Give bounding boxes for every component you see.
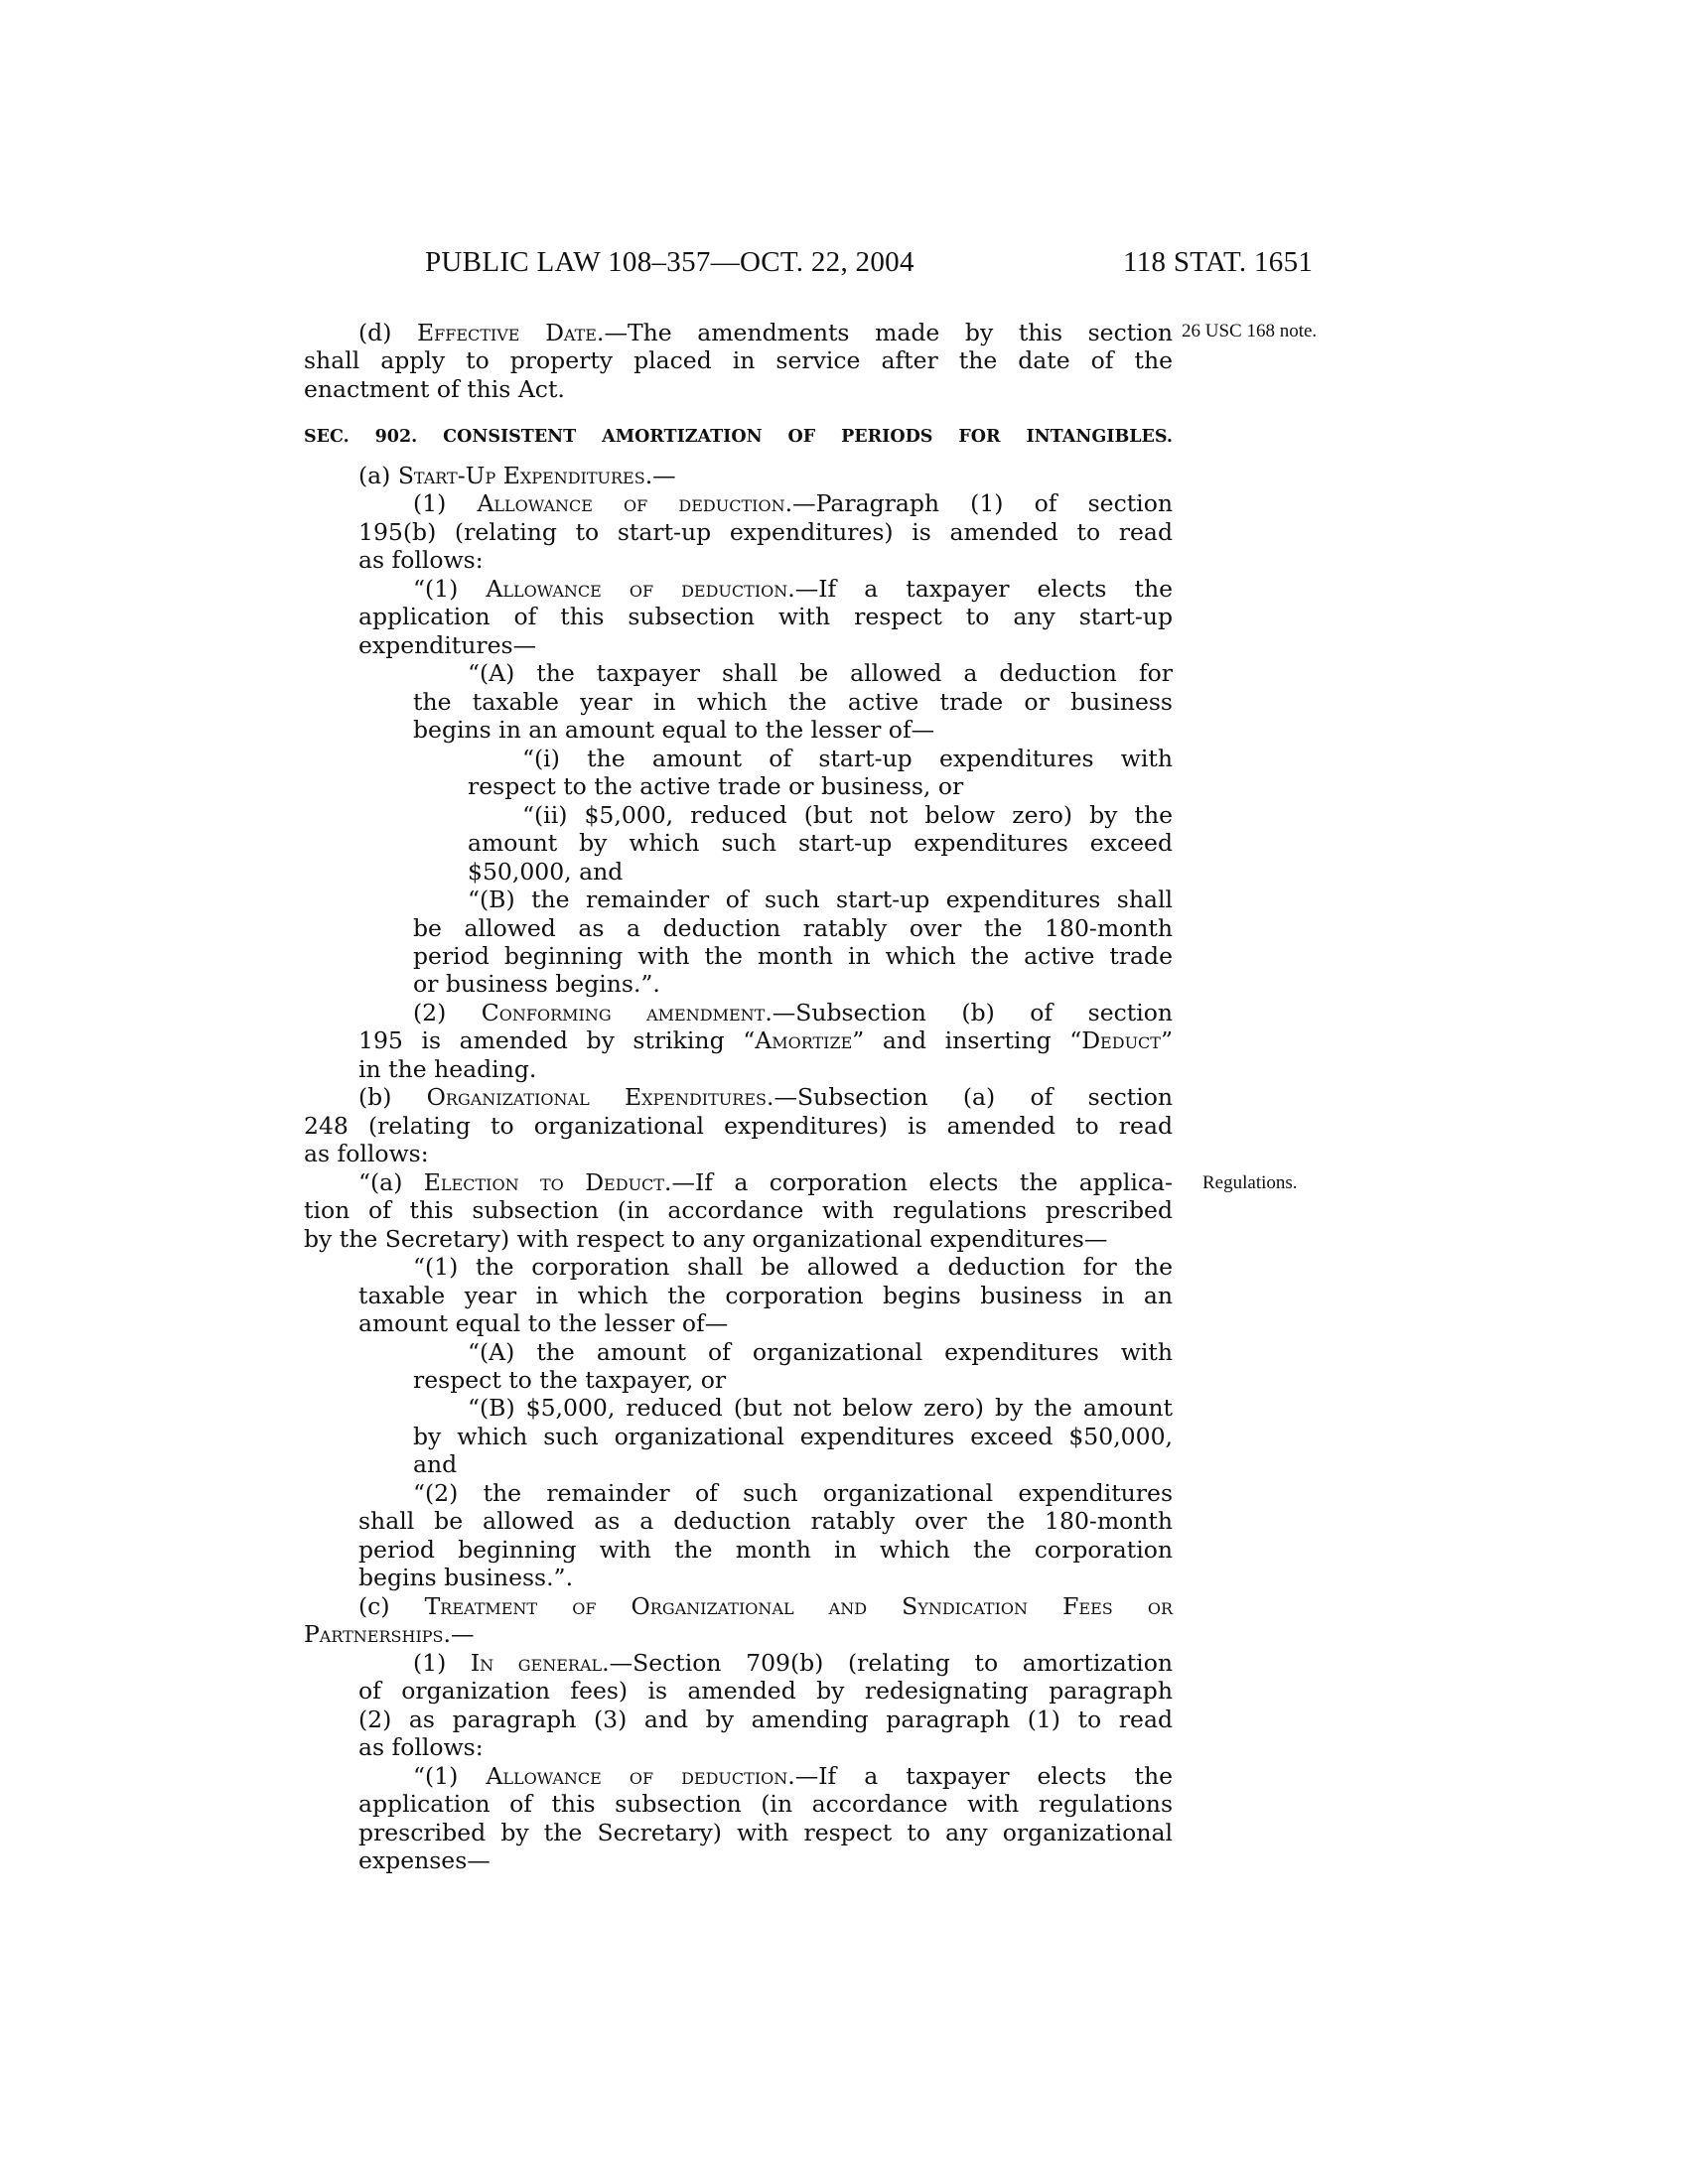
text-line: as follows: — [358, 546, 484, 575]
text-line: prescribed by the Secretary) with respect to any organizational — [358, 1818, 1173, 1846]
text-line: “(B) $5,000, reduced (but not below zero) by the amount — [468, 1394, 1173, 1423]
text-line: expenses— — [358, 1845, 491, 1874]
text-line: 248 (relating to organizational expenditures) is amended to read — [304, 1111, 1173, 1140]
text-line: (c) Treatment of Organizational and Syndication Fees or — [358, 1591, 1173, 1620]
text-line: 195(b) (relating to start-up expenditures) is amended to read — [358, 517, 1173, 546]
small-caps-heading: Amortize — [755, 1026, 853, 1055]
small-caps-heading: Effective Date — [416, 319, 597, 346]
small-caps-heading: Treatment of Organizational and Syndication Fees or — [424, 1591, 1173, 1620]
text-line: of organization fees) is amended by redesignating paragraph — [358, 1677, 1173, 1706]
text-line: “(ii) $5,000, reduced (but not below zero) by the — [522, 800, 1173, 829]
quoted-paragraph-1 — [304, 575, 1173, 659]
small-caps-heading: Conforming amendment — [481, 998, 766, 1026]
small-caps-heading: Start-Up Expenditures — [397, 462, 645, 489]
small-caps-heading: Allowance of deduction — [486, 574, 788, 603]
text-line: tion of this subsection (in accordance with regulations prescribed — [304, 1196, 1173, 1225]
text-line: (b) Organizational Expenditures.—Subsection (a) of section — [358, 1083, 1173, 1112]
text-line: taxable year in which the corporation begins business in an — [358, 1281, 1173, 1309]
quoted-paragraph-1b — [304, 1253, 1173, 1337]
text-line: the taxable year in which the active trade or business — [413, 687, 1173, 716]
text-line: expenditures— — [358, 630, 537, 659]
text-line: “(A) the amount of organizational expenditures with — [468, 1337, 1173, 1366]
text-line: “(2) the remainder of such organizational expenditures — [413, 1478, 1173, 1507]
paragraph — [304, 319, 1173, 403]
text-line: begins in an amount equal to the lesser of— — [413, 716, 935, 745]
text-line: shall apply to property placed in service after the date of the — [304, 346, 1173, 375]
margin-note-regulations: Regulations. — [1202, 1172, 1298, 1193]
quoted-subparagraph-B2 — [304, 1394, 1173, 1478]
text-line: “(a) Election to Deduct.—If a corporation elects the applica- — [358, 1167, 1173, 1196]
text-line: (2) Conforming amendment.—Subsection (b) of section — [413, 998, 1174, 1026]
quoted-subparagraph-B — [304, 886, 1173, 999]
quoted-clause-i — [304, 745, 1173, 801]
text-line: “(A) the taxpayer shall be allowed a deduction for — [468, 659, 1173, 688]
text-line: period beginning with the month in which the active trade — [413, 941, 1173, 970]
text-line: shall be allowed as a deduction ratably over the 180-month — [358, 1507, 1173, 1536]
text-line: amount by which such start-up expenditures exceed — [468, 829, 1173, 858]
section-body — [304, 462, 1173, 1874]
text-line: be allowed as a deduction ratably over the 180-month — [413, 913, 1173, 942]
text-line: respect to the active trade or business, or — [468, 772, 964, 801]
text-line: “(i) the amount of start-up expenditures with — [522, 744, 1173, 772]
text-line: by which such organizational expenditures exceed $50,000, — [413, 1422, 1173, 1450]
text-line: in the heading. — [358, 1054, 537, 1083]
text-line: Partnerships.— — [304, 1620, 475, 1649]
text-line: $50,000, and — [468, 857, 624, 886]
paragraph-a — [304, 462, 1173, 489]
text-line: begins business.”. — [358, 1564, 574, 1592]
paragraph-c1 — [304, 1649, 1173, 1762]
quoted-subsection-a — [304, 1168, 1173, 1253]
text-line: or business begins.”. — [413, 970, 660, 999]
text-line: application of this subsection with respect to any start-up — [358, 603, 1173, 631]
small-caps-heading: Organizational Expenditures — [426, 1083, 767, 1112]
paragraph-a2 — [304, 999, 1173, 1083]
text-line: application of this subsection (in accordance with regulations — [358, 1790, 1173, 1819]
text-line: enactment of this Act. — [304, 374, 565, 403]
paragraph-c — [304, 1592, 1173, 1649]
small-caps-heading: Election to Deduct — [423, 1167, 664, 1196]
quoted-subparagraph-A2 — [304, 1338, 1173, 1395]
text-line: “(B) the remainder of such start-up expenditures shall — [468, 886, 1173, 914]
text-line: (a) Start-Up Expenditures.— — [358, 462, 676, 489]
text-line: by the Secretary) with respect to any organizational expenditures— — [304, 1224, 1108, 1253]
quoted-paragraph-2 — [304, 1479, 1173, 1592]
text-line: 195 is amended by striking “Amortize” and inserting “Deduct” — [358, 1026, 1173, 1055]
small-caps-heading: Allowance of deduction — [477, 489, 785, 518]
text-line: respect to the taxpayer, or — [413, 1366, 727, 1394]
effective-date-paragraph — [304, 319, 1173, 403]
text-line: (1) In general.—Section 709(b) (relating to amortization — [413, 1648, 1173, 1677]
running-header-title: PUBLIC LAW 108–357—OCT. 22, 2004 — [425, 246, 914, 278]
text-line: amount equal to the lesser of— — [358, 1309, 729, 1338]
small-caps-heading: Deduct — [1081, 1026, 1161, 1055]
text-line: “(1) Allowance of deduction.—If a taxpayer elects the — [413, 574, 1174, 603]
running-header-page: 118 STAT. 1651 — [1123, 246, 1314, 278]
small-caps-heading: Allowance of deduction — [486, 1761, 788, 1790]
text-line: and — [413, 1450, 458, 1479]
paragraph-a1 — [304, 489, 1173, 574]
section-heading: SEC. 902. CONSISTENT AMORTIZATION OF PERIODS FOR INTANGIBLES. — [304, 427, 1173, 447]
paragraph-b — [304, 1083, 1173, 1167]
quoted-clause-ii — [304, 801, 1173, 886]
text-line: (1) Allowance of deduction.—Paragraph (1) of section — [413, 489, 1173, 518]
text-line: (d) Effective Date.—The amendments made by this section — [358, 319, 1173, 346]
text-line: as follows: — [358, 1733, 484, 1762]
small-caps-heading: Partnerships — [304, 1620, 444, 1649]
quoted-paragraph-1c — [304, 1762, 1173, 1875]
text-line: as follows: — [304, 1140, 429, 1168]
text-line: period beginning with the month in which the corporation — [358, 1535, 1173, 1564]
text-line: “(1) Allowance of deduction.—If a taxpayer elects the — [413, 1761, 1174, 1790]
text-line: “(1) the corporation shall be allowed a deduction for the — [413, 1253, 1173, 1282]
margin-note-usc: 26 USC 168 note. — [1182, 321, 1318, 341]
text-line: (2) as paragraph (3) and by amending paragraph (1) to read — [358, 1705, 1173, 1733]
small-caps-heading: In general — [470, 1648, 603, 1677]
quoted-subparagraph-A — [304, 659, 1173, 744]
